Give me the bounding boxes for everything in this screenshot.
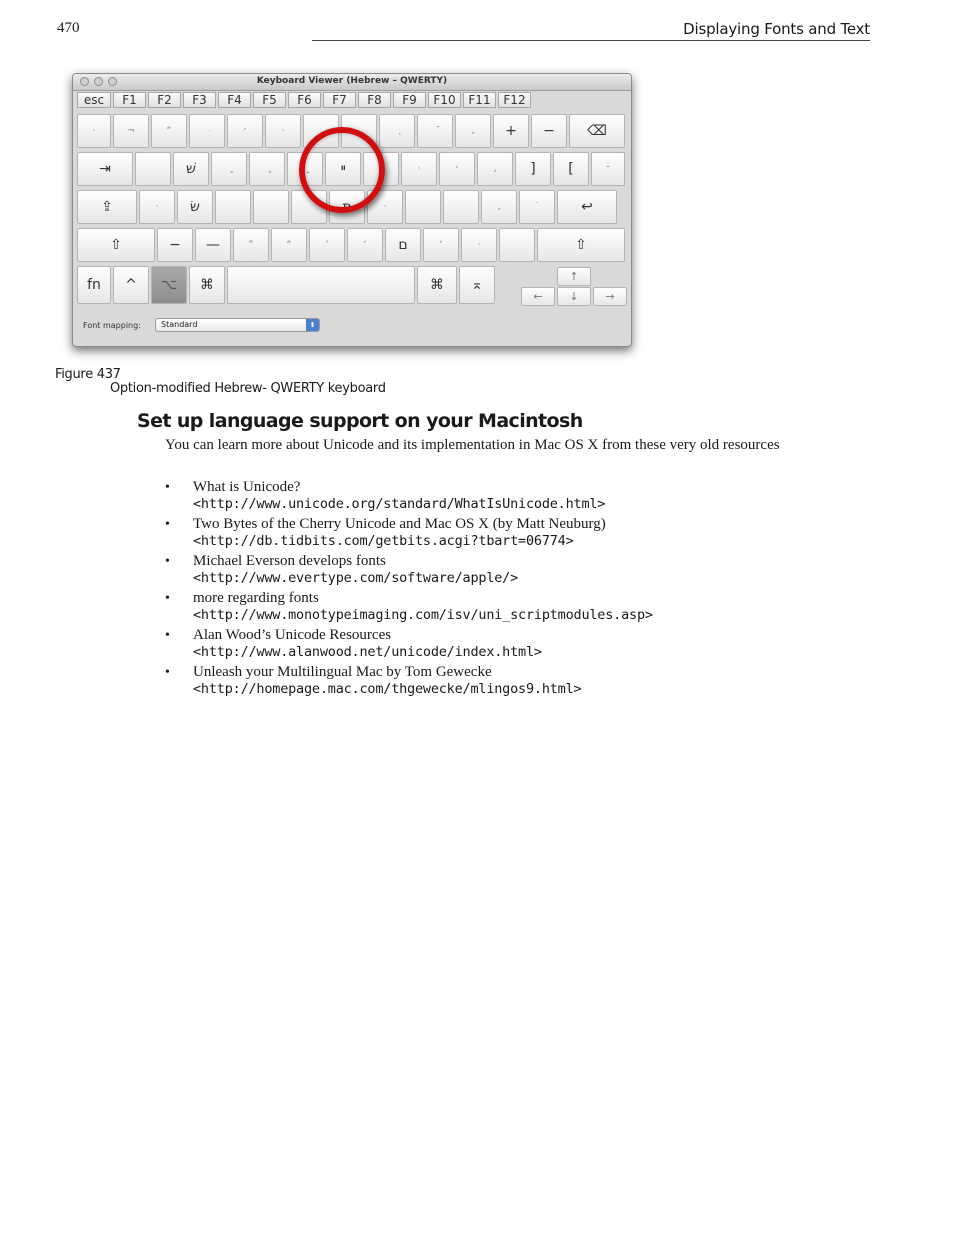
keyboard-key[interactable] — [405, 190, 441, 224]
keyboard-key[interactable]: “ — [271, 228, 307, 262]
list-item — [165, 516, 845, 550]
bullet-icon: • — [165, 628, 170, 643]
function-key[interactable]: F1 — [113, 92, 146, 108]
bullet-icon: • — [165, 665, 170, 680]
keyboard-key[interactable]: שׁ — [173, 152, 209, 186]
resource-link[interactable]: <http://homepage.mac.com/thgewecke/mlingos9.html> — [193, 681, 582, 697]
function-key[interactable]: F8 — [358, 92, 391, 108]
keyboard-key[interactable] — [211, 152, 247, 186]
keyboard-key[interactable]: ↩ — [557, 190, 617, 224]
function-key[interactable]: esc — [77, 92, 111, 108]
list-item — [165, 590, 845, 624]
keyboard-key[interactable]: ˙ — [519, 190, 555, 224]
keyboard-key[interactable]: · — [77, 114, 111, 148]
resource-title: Two Bytes of the Cherry Unicode and Mac OS X (by Matt Neuburg) — [193, 516, 606, 532]
window-titlebar — [73, 74, 631, 91]
keyboard-key[interactable] — [215, 190, 251, 224]
font-mapping-label: Font mapping: — [83, 321, 141, 330]
keyboard-viewer-window — [72, 73, 632, 347]
keyboard-key[interactable]: ¬ — [113, 114, 149, 148]
select-arrows-icon: ⬍ — [306, 319, 319, 331]
resource-title: more regarding fonts — [193, 590, 319, 606]
keyboard-key[interactable]: · — [265, 114, 301, 148]
running-head: Displaying Fonts and Text — [683, 20, 870, 38]
keyboard-key[interactable] — [227, 266, 415, 304]
keyboard-key[interactable]: ] — [515, 152, 551, 186]
function-key[interactable]: F5 — [253, 92, 286, 108]
keyboard-key[interactable]: ם — [385, 228, 421, 262]
resource-link[interactable]: <http://www.unicode.org/standard/WhatIsUnicode.html> — [193, 496, 606, 512]
keyboard-key[interactable]: ⌥ — [151, 266, 187, 304]
function-key[interactable]: F11 — [463, 92, 496, 108]
arrow-left-key[interactable]: ← — [521, 287, 555, 306]
keyboard-key[interactable] — [443, 190, 479, 224]
keyboard-key[interactable]: · — [139, 190, 175, 224]
keyboard-key[interactable]: ⌘ — [417, 266, 457, 304]
keyboard-key[interactable]: ‘ — [347, 228, 383, 262]
list-item — [165, 553, 845, 587]
bullet-icon: • — [165, 554, 170, 569]
resource-title: Unleash your Multilingual Mac by Tom Gewecke — [193, 664, 492, 680]
keyboard-key[interactable]: − — [531, 114, 567, 148]
resource-title: Michael Everson develops fonts — [193, 553, 386, 569]
section-intro: You can learn more about Unicode and its implementation in Mac OS X from these very old resources — [165, 437, 780, 453]
keyboard-key[interactable]: ⇪ — [77, 190, 137, 224]
bullet-icon: • — [165, 480, 170, 495]
resource-title: Alan Wood’s Unicode Resources — [193, 627, 392, 643]
resource-link[interactable]: <http://www.monotypeimaging.com/isv/uni_scriptmodules.asp> — [193, 607, 653, 623]
figure-caption: Option-modified Hebrew- QWERTY keyboard — [110, 381, 386, 396]
keyboard-key[interactable]: ⇥ — [77, 152, 133, 186]
keyboard-key[interactable]: — — [195, 228, 231, 262]
keyboard-key[interactable]: · — [401, 152, 437, 186]
list-item — [165, 664, 845, 698]
keyboard-key[interactable]: ⌅ — [459, 266, 495, 304]
function-key[interactable]: F9 — [393, 92, 426, 108]
function-key[interactable]: F6 — [288, 92, 321, 108]
keyboard-key[interactable]: + — [493, 114, 529, 148]
function-key[interactable]: F3 — [183, 92, 216, 108]
red-highlight-circle — [299, 127, 385, 213]
keyboard-key[interactable] — [189, 114, 225, 148]
keyboard-key[interactable] — [253, 190, 289, 224]
keyboard-key[interactable]: ײ — [325, 152, 361, 186]
keyboard-key[interactable]: fn — [77, 266, 111, 304]
keyboard-key[interactable]: − — [157, 228, 193, 262]
function-key[interactable]: F2 — [148, 92, 181, 108]
bullet-icon: • — [165, 591, 170, 606]
list-item — [165, 479, 845, 513]
keyboard-key[interactable]: ” — [233, 228, 269, 262]
keyboard-key[interactable]: ^ — [113, 266, 149, 304]
resource-link[interactable]: <http://db.tidbits.com/getbits.acgi?tbart=06774> — [193, 533, 574, 549]
keyboard-key[interactable]: ‚ — [477, 152, 513, 186]
keyboard-key[interactable]: ־ — [591, 152, 625, 186]
function-key[interactable]: F12 — [498, 92, 531, 108]
arrow-up-key[interactable]: ↑ — [557, 267, 591, 286]
header-rule — [312, 40, 870, 41]
keyboard-key[interactable]: ‘ — [423, 228, 459, 262]
resource-link[interactable]: <http://www.alanwood.net/unicode/index.html> — [193, 644, 542, 660]
window-title: Keyboard Viewer (Hebrew – QWERTY) — [256, 76, 448, 86]
keyboard-key[interactable]: ׳ — [227, 114, 263, 148]
keyboard-key[interactable]: ⌘ — [189, 266, 225, 304]
resource-title: What is Unicode? — [193, 479, 301, 495]
keyboard-key[interactable]: ⌫ — [569, 114, 625, 148]
keyboard-key[interactable]: ‚ — [481, 190, 517, 224]
keyboard-key[interactable] — [249, 152, 285, 186]
resource-list — [165, 479, 845, 701]
keyboard-key[interactable]: ת — [329, 190, 365, 224]
keyboard-key[interactable]: ’ — [309, 228, 345, 262]
keyboard-key[interactable]: · — [461, 228, 497, 262]
keyboard-key[interactable]: ‚ — [455, 114, 491, 148]
resource-link[interactable]: <http://www.evertype.com/software/apple/> — [193, 570, 519, 586]
keyboard-key[interactable]: ⇧ — [77, 228, 155, 262]
keyboard-key[interactable] — [499, 228, 535, 262]
arrow-down-key[interactable]: ↓ — [557, 287, 591, 306]
font-mapping-select[interactable] — [155, 318, 320, 332]
figure-number: Figure 437 — [55, 367, 121, 382]
keyboard-key[interactable]: “ — [151, 114, 187, 148]
arrow-right-key[interactable]: → — [593, 287, 627, 306]
keyboard-key[interactable]: [ — [553, 152, 589, 186]
keyboard-key[interactable]: · — [367, 190, 403, 224]
keyboard-key[interactable] — [379, 114, 415, 148]
function-key[interactable]: F4 — [218, 92, 251, 108]
section-title: Set up language support on your Macintosh — [137, 410, 583, 432]
page-number: 470 — [57, 20, 80, 36]
function-key[interactable]: F10 — [428, 92, 461, 108]
keyboard-key[interactable] — [135, 152, 171, 186]
keyboard-key[interactable]: שׂ — [177, 190, 213, 224]
keyboard-key[interactable]: ׳ — [439, 152, 475, 186]
function-key[interactable]: F7 — [323, 92, 356, 108]
bullet-icon: • — [165, 517, 170, 532]
keyboard-key[interactable]: ⇧ — [537, 228, 625, 262]
keyboard-key[interactable] — [417, 114, 453, 148]
list-item — [165, 627, 845, 661]
font-mapping-value: Standard — [161, 320, 198, 329]
